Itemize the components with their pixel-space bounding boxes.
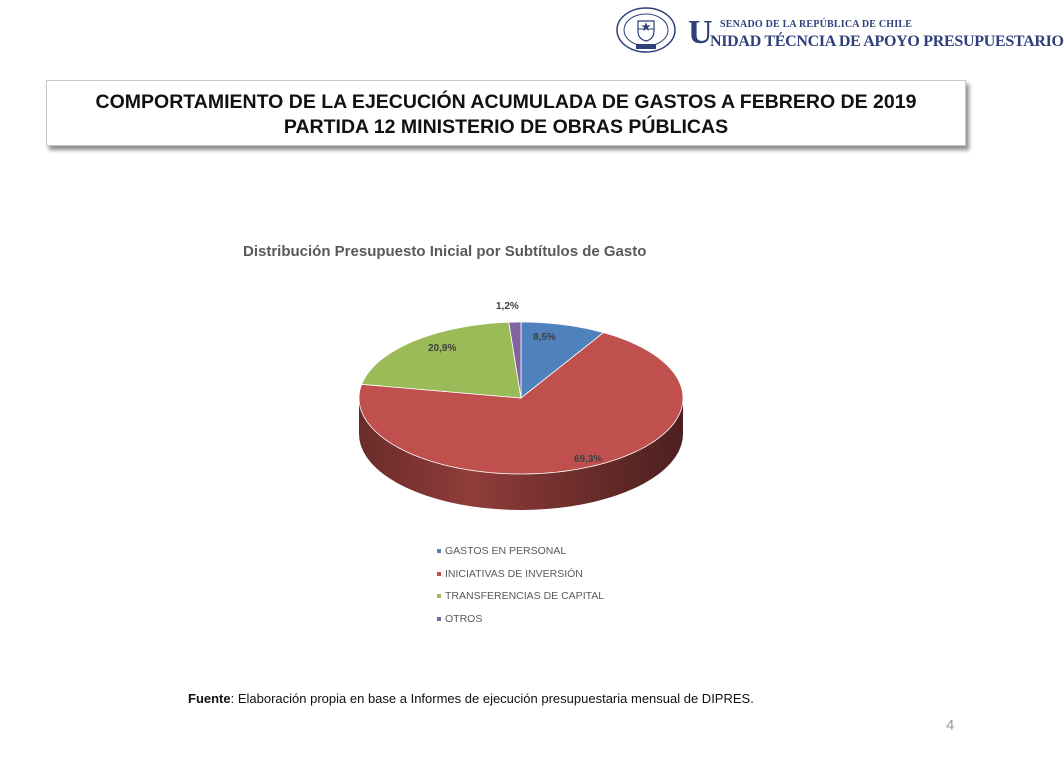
source-note — [188, 691, 754, 706]
legend-marker-1 — [437, 572, 441, 576]
legend-item-1 — [437, 563, 604, 586]
source-label: Fuente — [188, 691, 231, 706]
pie-data-label-3: 1,2% — [496, 301, 519, 312]
page-number: 4 — [946, 717, 955, 734]
source-text: : Elaboración propia en base a Informes de ejecución presupuestaria mensual de DIPRES. — [230, 691, 754, 706]
legend-label-3: OTROS — [445, 612, 483, 625]
legend-item-3 — [437, 608, 604, 631]
pie-data-label-1: 69,3% — [574, 454, 603, 465]
pie-data-label-2: 20,9% — [428, 343, 457, 354]
org-name-senado: SENADO DE LA REPÚBLICA DE CHILE — [720, 19, 913, 30]
legend-item-2 — [437, 585, 604, 608]
pie-data-label-0: 8,5% — [533, 332, 556, 343]
legend-label-2: TRANSFERENCIAS DE CAPITAL — [445, 590, 605, 603]
legend-label-1: INICIATIVAS DE INVERSIÓN — [445, 567, 583, 580]
legend-item-0 — [437, 540, 604, 563]
title-line-2: PARTIDA 12 MINISTERIO DE OBRAS PÚBLICAS — [283, 116, 729, 138]
title-line-1: COMPORTAMIENTO DE LA EJECUCIÓN ACUMULADA DE GASTOS A FEBRERO DE 2019 — [95, 91, 917, 113]
org-name-unit: NIDAD TÉCNCIA DE APOYO PRESUPUESTARIO — [710, 33, 1064, 50]
legend-marker-3 — [437, 617, 441, 621]
legend-label-0: GASTOS EN PERSONAL — [445, 545, 567, 558]
pie-slice-2 — [362, 322, 521, 398]
chart-legend — [437, 540, 604, 630]
legend-marker-2 — [437, 594, 441, 598]
chart-title: Distribución Presupuesto Inicial por Subtítulos de Gasto — [243, 243, 647, 260]
org-big-letter: U — [688, 14, 713, 51]
legend-marker-0 — [437, 549, 441, 553]
